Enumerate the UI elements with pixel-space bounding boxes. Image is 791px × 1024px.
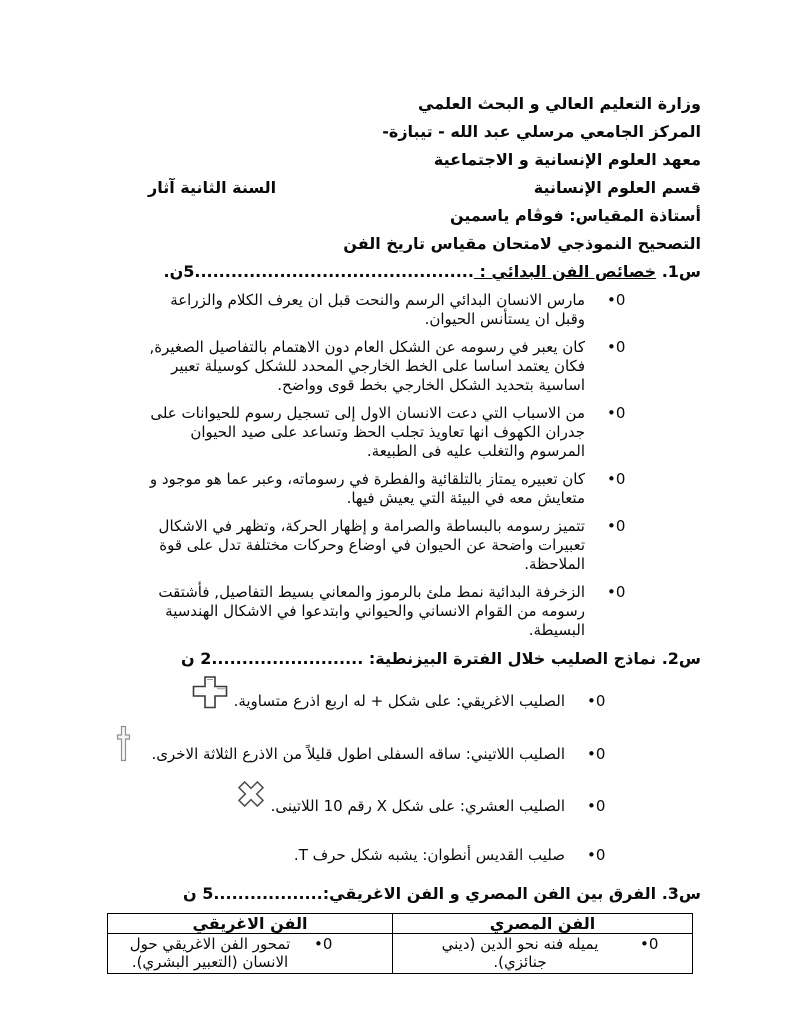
list-bullet-marker: •0 bbox=[314, 935, 333, 953]
list-item bbox=[96, 682, 701, 721]
teacher-line: أستاذة المقياس: فوڤام ياسمين bbox=[450, 206, 701, 225]
question-1-title: خصائص الفن البدائي : bbox=[473, 262, 657, 281]
institute-line: معهد العلوم الإنسانية و الاجتماعية bbox=[433, 150, 701, 169]
list-item-text: الصليب العشري: على شكل X رقم 10 اللاتينى. bbox=[270, 797, 565, 815]
list-bullet-marker: •0 bbox=[607, 404, 626, 422]
list-item-text: الصليب اللاتيني: ساقه السفلى اطول قليلاً من الاذرع الثلاثة الاخرى. bbox=[151, 744, 565, 763]
document-title: التصحيح النموذجي لامتحان مقياس تاريخ الفن bbox=[343, 234, 701, 253]
comparison-table bbox=[107, 913, 693, 974]
list-item-text: الصليب الاغريقي: على شكل + له اربع اذرع متساوية. bbox=[233, 692, 565, 710]
q1-answer-list bbox=[96, 291, 701, 640]
department-year-line bbox=[96, 178, 701, 197]
list-bullet-marker: •0 bbox=[587, 845, 606, 864]
question-1-dots: .............................................. bbox=[194, 262, 474, 281]
list-item bbox=[96, 470, 701, 508]
list-bullet-marker: •0 bbox=[607, 517, 626, 535]
table-row bbox=[108, 934, 693, 974]
list-item bbox=[96, 517, 701, 574]
question-1-number: س1. bbox=[656, 262, 701, 281]
list-item bbox=[96, 291, 701, 329]
column-header-egyptian-art: الفن المصري bbox=[393, 914, 693, 934]
list-bullet-marker: •0 bbox=[607, 470, 626, 488]
list-item-text: من الاسباب التي دعت الانسان الاول إلى تسجيل رسوم للحيوانات على جدران الكهوف انها تعاويذ تجلب الحظ وتساعد على صيد الحيوان المرسوم والتغلب عليه فى الطبيعة. bbox=[150, 404, 585, 460]
list-item bbox=[96, 838, 701, 872]
list-bullet-marker: •0 bbox=[607, 291, 626, 309]
list-bullet-marker: •0 bbox=[607, 338, 626, 356]
table-header-row bbox=[108, 914, 693, 934]
list-item bbox=[96, 733, 701, 775]
list-item-text: كان يعبر في رسومه عن الشكل العام دون الاهتمام بالتفاصيل الصغيرة, فكان يعتمد اساسا على الخط الخارجي المحدد للشكل كوسيلة تعبير اساسية بتحديد الشكل الخارجي بخط قوى وواضح. bbox=[149, 338, 585, 394]
list-item-text: مارس الانسان البدائي الرسم والنحت قبل ان يعرف الكلام والزراعة وقبل ان يستأنس الحيوان. bbox=[170, 291, 585, 328]
column-header-greek-art: الفن الاغريقي bbox=[108, 914, 393, 934]
list-bullet-marker: •0 bbox=[587, 692, 606, 710]
university-line: المركز الجامعي مرسلي عبد الله - تيبازة- bbox=[382, 122, 701, 141]
ministry-line: وزارة التعليم العالي و البحث العلمي bbox=[418, 94, 701, 113]
question-2-heading: س2. نماذج الصليب خلال الفترة البيزنطية: .........................2 ن bbox=[180, 649, 701, 668]
table-cell-text: يميله فنه نحو الدين (ديني جنائزي). bbox=[441, 935, 599, 971]
table-cell-text: تمحور الفن الاغريقي حول الانسان (التعبير البشري). bbox=[129, 935, 291, 971]
table-cell-greek bbox=[108, 934, 393, 974]
list-item-text: تتميز رسومه بالبساطة والصرامة و إظهار الحركة، وتظهر في الاشكال تعبيرات واضحة عن الحيوان في اوضاع وحركات مختلفة تدل على قوة الملاحظة. bbox=[158, 517, 585, 573]
list-item bbox=[96, 787, 701, 826]
question-3-heading: س3. الفرق بين الفن المصري و الفن الاغريقي:..................5 ن bbox=[182, 884, 701, 903]
academic-year-label: السنة الثانية آثار bbox=[148, 178, 277, 197]
list-item-text: صليب القديس أنطوان: يشبه شكل حرف T. bbox=[293, 845, 565, 864]
department-label: قسم العلوم الإنسانية bbox=[533, 178, 701, 197]
latin-cross-icon bbox=[116, 725, 131, 767]
list-item-text: كان تعبيره يمتاز بالتلقائية والفطرة في رسوماته، وعبر عما هو موجود و متعايش معه في البيئة التي يعيش فيها. bbox=[149, 470, 585, 507]
list-item bbox=[96, 404, 701, 461]
question-1-heading bbox=[96, 262, 701, 281]
list-item-text: الزخرفة البدائية نمط ملئ بالرموز والمعاني بسيط التفاصيل, فأشتقت رسومه من القوام الانساني والحيواني وابتدعوا في الاشكال الهندسية البسيطة. bbox=[158, 583, 585, 639]
list-item bbox=[96, 338, 701, 395]
table-cell-egyptian bbox=[393, 934, 693, 974]
list-bullet-marker: •0 bbox=[607, 583, 626, 601]
list-bullet-marker: •0 bbox=[587, 797, 606, 815]
question-1-points: 5ن. bbox=[163, 262, 195, 281]
greek-cross-icon bbox=[192, 675, 228, 714]
q2-answer-list bbox=[96, 682, 701, 872]
list-item bbox=[96, 583, 701, 640]
saltire-cross-icon bbox=[235, 777, 267, 816]
list-bullet-marker: •0 bbox=[640, 935, 659, 953]
list-bullet-marker: •0 bbox=[587, 744, 606, 763]
